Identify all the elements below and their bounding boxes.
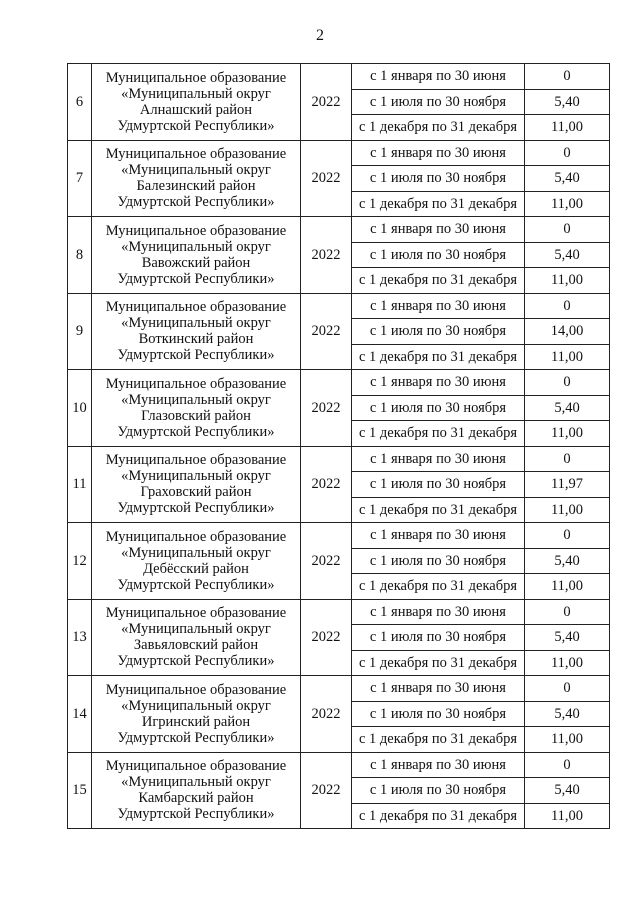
municipality-name-line: Воткинский район (138, 331, 254, 348)
row-number: 7 (68, 140, 92, 217)
value-cell: 11,00 (525, 115, 610, 141)
municipality-name-line: «Муниципальный округ (121, 697, 271, 714)
municipality-name-line: Дебёсский район (143, 560, 249, 577)
period-cell: с 1 июля по 30 ноября (352, 395, 525, 421)
municipality-name (92, 293, 301, 370)
value-cell: 0 (525, 140, 610, 166)
municipality-name-line: Муниципальное образование (105, 222, 287, 239)
municipality-name (92, 64, 301, 141)
period-cell: с 1 января по 30 июня (352, 217, 525, 243)
municipality-name-line: Муниципальное образование (105, 375, 287, 392)
row-number: 8 (68, 217, 92, 294)
row-number: 6 (68, 64, 92, 141)
period-cell: с 1 января по 30 июня (352, 752, 525, 778)
municipality-name-line: Игринский район (141, 713, 251, 730)
municipality-name-line: «Муниципальный округ (121, 774, 271, 791)
value-cell: 11,97 (525, 472, 610, 498)
municipality-name-line: Удмуртской Республики» (117, 576, 275, 593)
value-cell: 0 (525, 446, 610, 472)
municipality-name-line: Вавожский район (141, 254, 251, 271)
row-number: 10 (68, 370, 92, 447)
municipality-name-line: «Муниципальный округ (121, 391, 271, 408)
table-row (68, 293, 610, 319)
period-cell: с 1 июля по 30 ноября (352, 166, 525, 192)
value-cell: 11,00 (525, 497, 610, 523)
period-cell: с 1 января по 30 июня (352, 140, 525, 166)
municipality-name-line: «Муниципальный округ (121, 162, 271, 179)
municipality-name-line: «Муниципальный округ (121, 468, 271, 485)
municipality-name-line: Удмуртской Республики» (117, 194, 275, 211)
period-cell: с 1 декабря по 31 декабря (352, 803, 525, 829)
page-number: 2 (316, 27, 324, 44)
municipality-name (92, 752, 301, 829)
value-cell: 0 (525, 752, 610, 778)
value-cell: 14,00 (525, 319, 610, 345)
year-cell: 2022 (301, 293, 352, 370)
period-cell: с 1 июля по 30 ноября (352, 548, 525, 574)
municipality-name-line: Граховский район (140, 484, 252, 501)
value-cell: 5,40 (525, 166, 610, 192)
municipality-name-line: Удмуртской Республики» (117, 423, 275, 440)
period-cell: с 1 июля по 30 ноября (352, 319, 525, 345)
municipality-name-line: Муниципальное образование (105, 605, 287, 622)
municipality-name-line: Муниципальное образование (105, 299, 287, 316)
value-cell: 5,40 (525, 625, 610, 651)
tariff-table-body (68, 64, 610, 829)
year-cell: 2022 (301, 446, 352, 523)
value-cell: 11,00 (525, 191, 610, 217)
period-cell: с 1 декабря по 31 декабря (352, 421, 525, 447)
period-cell: с 1 декабря по 31 декабря (352, 497, 525, 523)
value-cell: 0 (525, 293, 610, 319)
value-cell: 5,40 (525, 548, 610, 574)
value-cell: 5,40 (525, 395, 610, 421)
municipality-name-line: Балезинский район (136, 178, 256, 195)
period-cell: с 1 января по 30 июня (352, 64, 525, 90)
value-cell: 0 (525, 676, 610, 702)
value-cell: 0 (525, 599, 610, 625)
municipality-name-line: Удмуртской Республики» (117, 500, 275, 517)
municipality-name-line: Глазовский район (141, 407, 251, 424)
municipality-name (92, 446, 301, 523)
period-cell: с 1 декабря по 31 декабря (352, 650, 525, 676)
period-cell: с 1 июля по 30 ноября (352, 472, 525, 498)
value-cell: 11,00 (525, 574, 610, 600)
municipality-name-line: Удмуртской Республики» (117, 653, 275, 670)
period-cell: с 1 января по 30 июня (352, 599, 525, 625)
year-cell: 2022 (301, 140, 352, 217)
period-cell: с 1 декабря по 31 декабря (352, 344, 525, 370)
period-cell: с 1 декабря по 31 декабря (352, 268, 525, 294)
table-row (68, 140, 610, 166)
table-row (68, 752, 610, 778)
value-cell: 11,00 (525, 650, 610, 676)
value-cell: 11,00 (525, 268, 610, 294)
municipality-name (92, 217, 301, 294)
table-row (68, 370, 610, 396)
table-row (68, 64, 610, 90)
municipality-name-line: Алнашский район (139, 101, 253, 118)
municipality-name (92, 140, 301, 217)
municipality-name-line: Муниципальное образование (105, 69, 287, 86)
value-cell: 5,40 (525, 89, 610, 115)
year-cell: 2022 (301, 64, 352, 141)
value-cell: 5,40 (525, 242, 610, 268)
value-cell: 0 (525, 523, 610, 549)
period-cell: с 1 января по 30 июня (352, 370, 525, 396)
value-cell: 11,00 (525, 344, 610, 370)
year-cell: 2022 (301, 676, 352, 753)
municipality-name-line: Удмуртской Республики» (117, 347, 275, 364)
municipality-name-line: «Муниципальный округ (121, 238, 271, 255)
table-row (68, 523, 610, 549)
municipality-name-line: Завьяловский район (133, 637, 259, 654)
table-row (68, 599, 610, 625)
period-cell: с 1 января по 30 июня (352, 676, 525, 702)
municipality-name-line: Камбарский район (138, 790, 254, 807)
row-number: 12 (68, 523, 92, 600)
municipality-name-line: «Муниципальный округ (121, 621, 271, 638)
value-cell: 0 (525, 64, 610, 90)
municipality-name-line: Муниципальное образование (105, 681, 287, 698)
period-cell: с 1 декабря по 31 декабря (352, 191, 525, 217)
period-cell: с 1 января по 30 июня (352, 293, 525, 319)
period-cell: с 1 декабря по 31 декабря (352, 574, 525, 600)
year-cell: 2022 (301, 370, 352, 447)
row-number: 13 (68, 599, 92, 676)
row-number: 15 (68, 752, 92, 829)
table-row (68, 676, 610, 702)
period-cell: с 1 июля по 30 ноября (352, 89, 525, 115)
municipality-name-line: Муниципальное образование (105, 146, 287, 163)
period-cell: с 1 января по 30 июня (352, 523, 525, 549)
period-cell: с 1 июля по 30 ноября (352, 625, 525, 651)
municipality-name-line: Удмуртской Республики» (117, 117, 275, 134)
period-cell: с 1 июля по 30 ноября (352, 701, 525, 727)
tariff-table (67, 63, 610, 829)
municipality-name-line: «Муниципальный округ (121, 544, 271, 561)
period-cell: с 1 декабря по 31 декабря (352, 115, 525, 141)
value-cell: 11,00 (525, 803, 610, 829)
municipality-name (92, 676, 301, 753)
municipality-name-line: «Муниципальный округ (121, 315, 271, 332)
row-number: 11 (68, 446, 92, 523)
municipality-name-line: Муниципальное образование (105, 452, 287, 469)
value-cell: 0 (525, 217, 610, 243)
period-cell: с 1 июля по 30 ноября (352, 778, 525, 804)
table-row (68, 217, 610, 243)
period-cell: с 1 декабря по 31 декабря (352, 727, 525, 753)
municipality-name-line: Удмуртской Республики» (117, 729, 275, 746)
municipality-name-line: Муниципальное образование (105, 528, 287, 545)
value-cell: 11,00 (525, 421, 610, 447)
row-number: 9 (68, 293, 92, 370)
municipality-name (92, 599, 301, 676)
value-cell: 5,40 (525, 778, 610, 804)
value-cell: 5,40 (525, 701, 610, 727)
row-number: 14 (68, 676, 92, 753)
municipality-name (92, 523, 301, 600)
value-cell: 0 (525, 370, 610, 396)
year-cell: 2022 (301, 217, 352, 294)
year-cell: 2022 (301, 599, 352, 676)
municipality-name (92, 370, 301, 447)
municipality-name-line: Муниципальное образование (105, 758, 287, 775)
value-cell: 11,00 (525, 727, 610, 753)
table-row (68, 446, 610, 472)
municipality-name-line: Удмуртской Республики» (117, 270, 275, 287)
year-cell: 2022 (301, 752, 352, 829)
municipality-name-line: Удмуртской Республики» (117, 806, 275, 823)
period-cell: с 1 июля по 30 ноября (352, 242, 525, 268)
period-cell: с 1 января по 30 июня (352, 446, 525, 472)
year-cell: 2022 (301, 523, 352, 600)
municipality-name-line: «Муниципальный округ (121, 85, 271, 102)
